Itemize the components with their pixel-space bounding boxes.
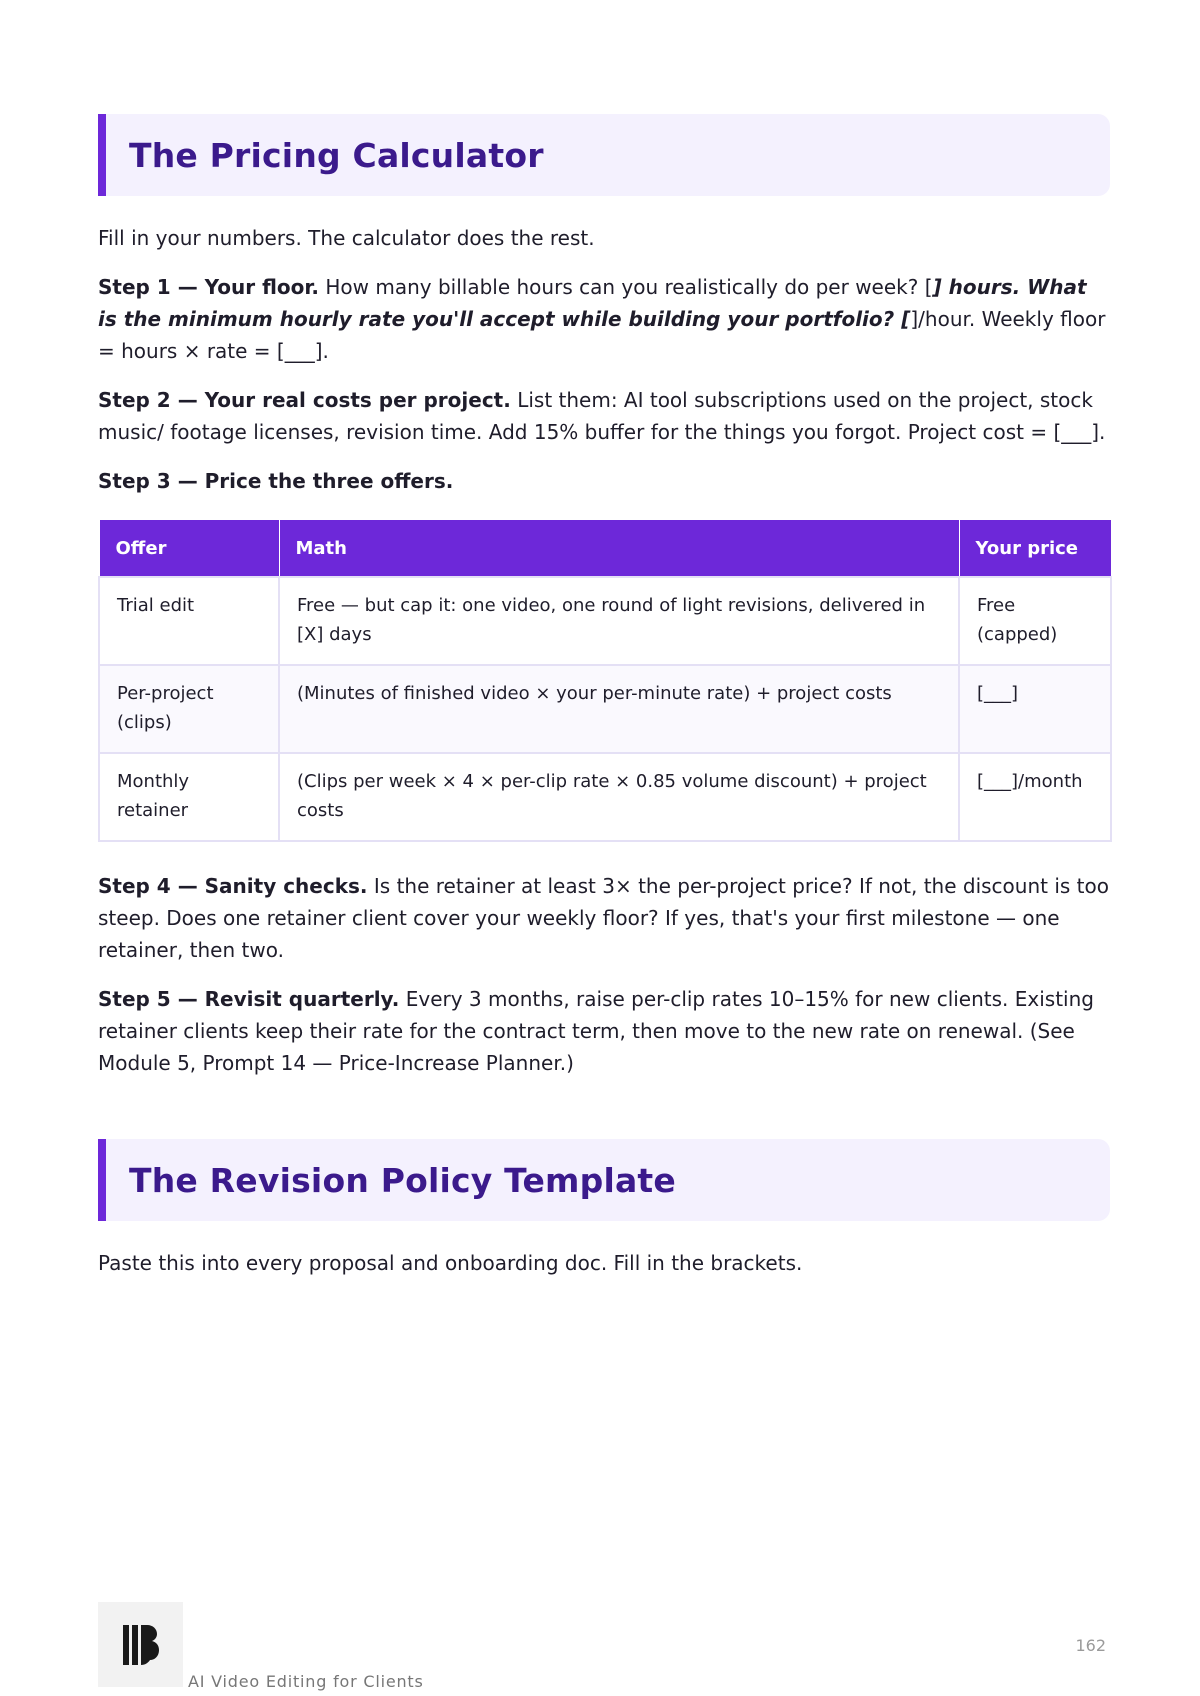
cell-price: [___]: [959, 665, 1111, 753]
cell-math: Free — but cap it: one video, one round of light revisions, delivered in [X] days: [279, 577, 959, 665]
cell-price: Free (capped): [959, 577, 1111, 665]
section-heading-revision-policy: [98, 1139, 1110, 1221]
page-content: [98, 114, 1110, 1279]
section-title: The Pricing Calculator: [129, 135, 544, 175]
section-title: The Revision Policy Template: [129, 1160, 676, 1200]
cell-offer: Monthly retainer: [99, 753, 279, 841]
step-1-emphasis: ] hours. What is the minimum hourly rate you'll accept while building your portfolio? [: [98, 275, 1087, 331]
cell-offer: Per-project (clips): [99, 665, 279, 753]
cell-offer: Trial edit: [99, 577, 279, 665]
step-2-paragraph: [98, 384, 1110, 448]
step-1-paragraph: [98, 271, 1110, 367]
book-logo-icon: [98, 1602, 183, 1687]
step-4-text: Is the retainer at least 3× the per-project price? If not, the discount is too steep. Does one retainer client cover your weekly floor? If yes, that's your first milestone — one retainer, then two.: [98, 874, 1109, 962]
cell-math: (Clips per week × 4 × per-clip rate × 0.85 volume discount) + project costs: [279, 753, 959, 841]
header-offer: Offer: [99, 520, 279, 578]
step-1-label: Step 1 — Your floor.: [98, 275, 320, 299]
table-row: [99, 665, 1111, 753]
table-row: [99, 753, 1111, 841]
step-2-label: Step 2 — Your real costs per project.: [98, 388, 511, 412]
header-your-price: Your price: [959, 520, 1111, 578]
pricing-table: [98, 519, 1112, 842]
header-math: Math: [279, 520, 959, 578]
table-row: [99, 577, 1111, 665]
step-5-paragraph: [98, 983, 1110, 1079]
step-3-paragraph: [98, 465, 1110, 497]
page-number: 162: [1075, 1636, 1106, 1655]
step-1-text-a: How many billable hours can you realistically do per week? [: [319, 275, 933, 299]
step-4-paragraph: [98, 870, 1110, 966]
table-header-row: [99, 520, 1111, 578]
step-3-label: Step 3 — Price the three offers.: [98, 469, 454, 493]
section-heading-pricing-calculator: [98, 114, 1110, 196]
intro-paragraph: Fill in your numbers. The calculator does the rest.: [98, 226, 595, 250]
footer-book-title: AI Video Editing for Clients: [188, 1672, 424, 1691]
step-5-label: Step 5 — Revisit quarterly.: [98, 987, 400, 1011]
step-4-label: Step 4 — Sanity checks.: [98, 874, 368, 898]
step-2-text: List them: AI tool subscriptions used on the project, stock music/ footage licenses, revision time. Add 15% buffer for the things you forgot. Project cost = [___].: [98, 388, 1106, 444]
step-5-text: Every 3 months, raise per-clip rates 10–15% for new clients. Existing retainer clients keep their rate for the contract term, then move to the new rate on renewal. (See Module 5, Prompt 14 — Price-Increase Planner.): [98, 987, 1094, 1075]
step-1-text-b: ]/hour. Weekly floor = hours × rate = [___].: [98, 307, 1106, 363]
cell-math: (Minutes of finished video × your per-minute rate) + project costs: [279, 665, 959, 753]
cell-price: [___]/month: [959, 753, 1111, 841]
section-2-intro: Paste this into every proposal and onboarding doc. Fill in the brackets.: [98, 1251, 803, 1275]
